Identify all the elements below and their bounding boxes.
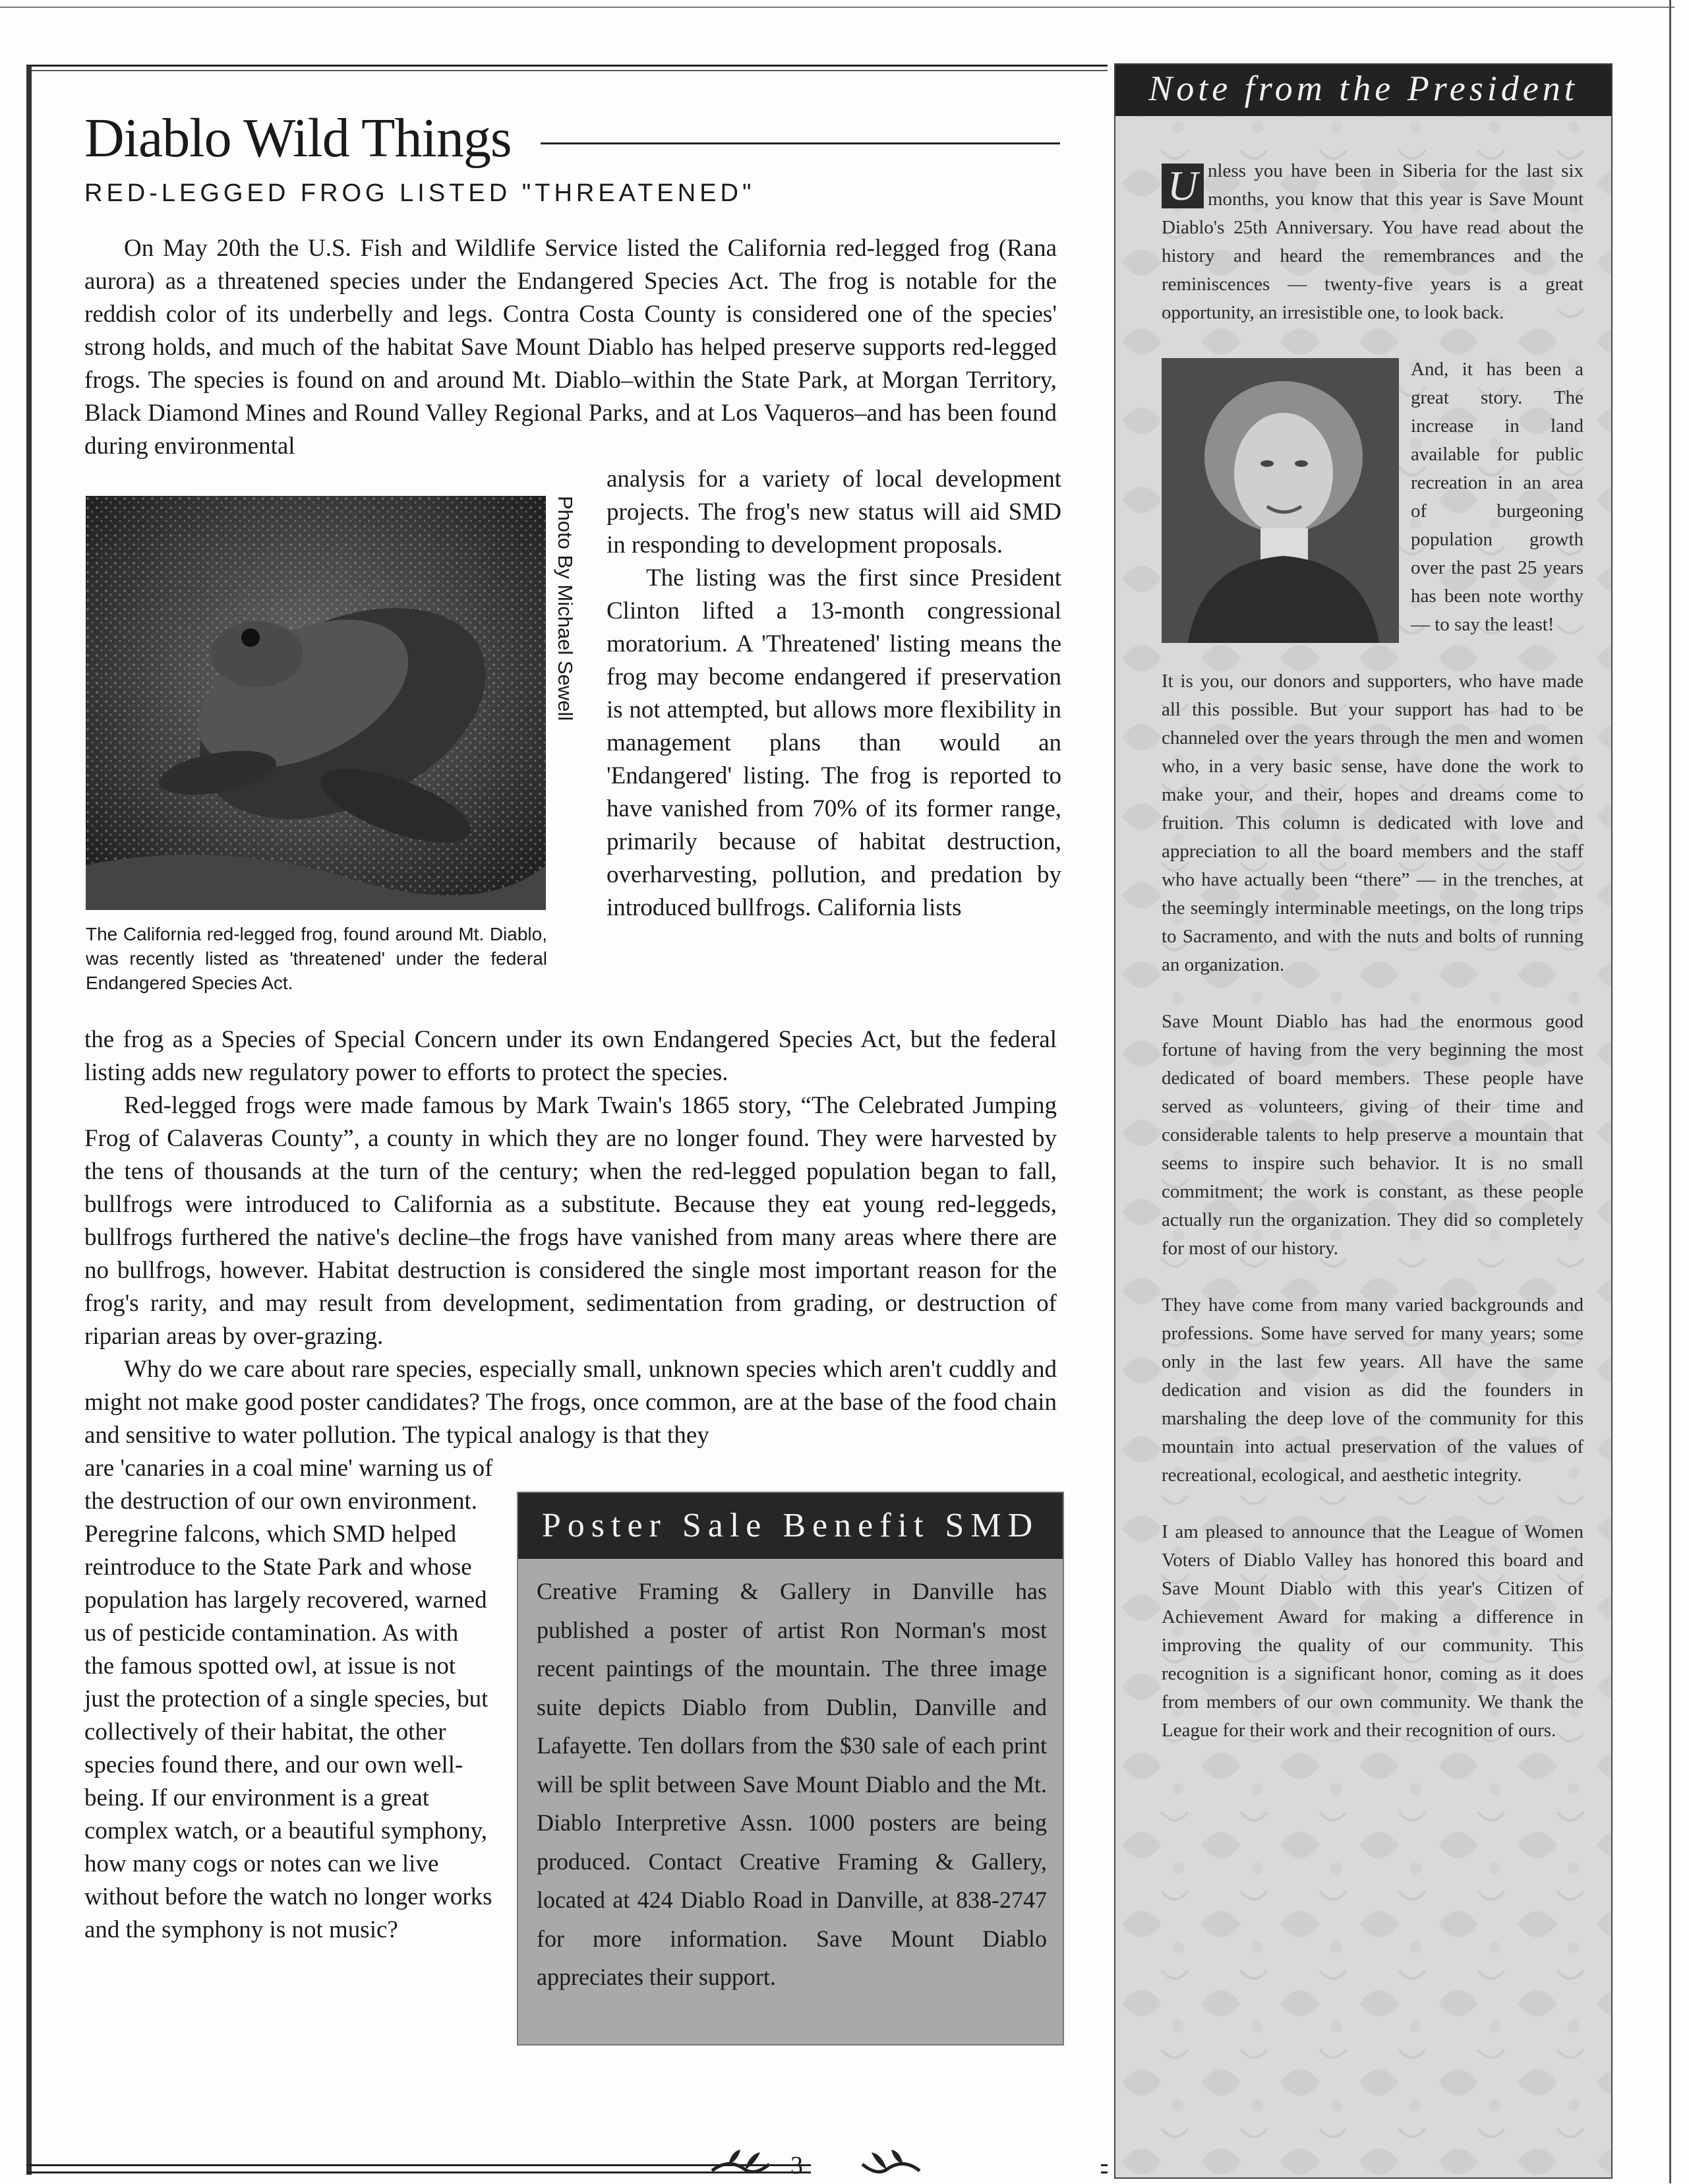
poster-sale-body: Creative Framing & Gallery in Danville has published a poster of artist Ron Norman's most recent paintings of the mountain. The three image suite depicts Diablo from Dublin, Danville and Lafayette. Ten dollars from the $30 sale of each print will be split between Save Mount Diablo and the Mt. Diablo Interpretive Assn. 1000 posters are being produced. Contact Creative Framing & Gallery, located at 424 Diablo Road in Danville, at 838-2747 for more information. Save Mount Diablo appreciates their support. xyxy=(537,1578,1047,1990)
left-vine-ornament xyxy=(709,2144,775,2184)
photo-caption: The California red-legged frog, found around Mt. Diablo, was recently listed as 'threatened' under the federal Endangered Species Act. xyxy=(86,924,547,993)
photo-credit-text: Photo By Michael Sewell xyxy=(554,496,577,721)
right-vine-ornament xyxy=(857,2144,923,2184)
article-subtitle: RED-LEGGED FROG LISTED "THREATENED" xyxy=(84,179,756,207)
why-paragraph-end: are 'canaries in a coal mine' warning us of the destruction of our own environment. Peregrine falcons, which SMD helped reintroduce to the State Park and whose population has largely recovered, warned us of pesticide contamination. As with the famous spotted owl, at issue is not just the protection of a single species, but collectively of their habitat, the other species found there, and our own well-being. If our environment is a great complex watch, or a beautiful symphony, how many cogs or notes can we live without before the watch no longer works and the symphony is not music? xyxy=(84,1455,493,1943)
president-paragraph-3: It is you, our donors and supporters, who have made all this possible. But your support has had to be channeled over the years through the men and women who, in a very basic sense, have done the work to make your, and their, hopes and dreams come to fruition. This column is dedicated with love and appreciation to all the board members and the staff who have actually been “there” — in the trenches, at the seemingly interminable meetings, on the long trips to Sacramento, and with the nuts and bolts of running an organization. xyxy=(1162,671,1584,975)
president-paragraph-6: I am pleased to announce that the League of Women Voters of Diablo Valley has honored this board and Save Mount Diablo with this year's Citizen of Achievement Award for making a difference in improving the quality of our community. This recognition is a significant honor, coming as it does from members of our own community. We thank the League for their work and their recognition of ours. xyxy=(1162,1521,1584,1741)
portrait-image xyxy=(1162,358,1399,643)
wrap-paragraph-1: analysis for a variety of local development projects. The frog's new status will aid SMD in responding to development proposals. xyxy=(607,466,1061,559)
president-note-column xyxy=(1114,63,1613,2179)
frog-image xyxy=(86,496,546,910)
twain-paragraph: Red-legged frogs were made famous by Mark Twain's 1865 story, “The Celebrated Jumping Frog of Calaveras County”, a county in which they are no longer found. They were harvested by the tens of thousands at the turn of the century; when the red-legged population began to fall, bullfrogs were introduced to California as a substitute. Because they eat young red-leggeds, bullfrogs furthered the native's decline–the frogs have vanished from many areas where there are no bullfrogs, however. Habitat destruction is considered the single most important reason for the frog's rarity, and may result from development, sedimentation from grading, or destruction of riparian areas by over-grazing. xyxy=(84,1092,1057,1350)
article-wrap-column xyxy=(607,463,1061,925)
president-paragraph-5: They have come from many varied backgrounds and professions. Some have served for many years; some only in the last few years. All have the same dedication and vision as did the founders in marshaling the deep love of the community for this mountain into actual preservation of the values of recreational, ecological, and aesthetic integrity. xyxy=(1162,1294,1584,1486)
article-intro xyxy=(84,232,1057,463)
article-title: Diablo Wild Things xyxy=(84,107,512,169)
poster-sale-box xyxy=(517,1492,1064,2046)
page-frame-top xyxy=(26,65,1108,71)
continuation-paragraph: the frog as a Species of Special Concern under its own Endangered Species Act, but the federal listing adds new regulatory power to efforts to protect the species. xyxy=(84,1026,1057,1086)
president-note-title: Note from the President xyxy=(1115,65,1611,116)
title-rule xyxy=(541,142,1060,144)
drop-cap: U xyxy=(1162,164,1204,208)
intro-paragraph: On May 20th the U.S. Fish and Wildlife Service listed the California red-legged frog (Rana aurora) as a threatened species under the Endangered Species Act. The frog is notable for the reddish color of its underbelly and legs. Contra Costa County is considered one of the species' strong holds, and much of the habitat Save Mount Diablo has helped preserve supports red-legged frogs. The species is found on and around Mt. Diablo–within the State Park, at Morgan Territory, Black Diamond Mines and Round Valley Regional Parks, and at Los Vaqueros–and has been found during environmental xyxy=(84,235,1057,460)
president-note-body xyxy=(1162,157,1584,1773)
president-paragraph-1: nless you have been in Siberia for the last six months, you know that this year is Save Mount Diablo's 25th Anniversary. You have read about the history and heard the remembrances and the reminiscences — twenty-five years is a great opportunity, an irresistible one, to look back. xyxy=(1162,160,1584,323)
article-side-column xyxy=(84,1452,493,1947)
frog-photo xyxy=(86,496,546,910)
poster-sale-title: Poster Sale Benefit SMD xyxy=(518,1493,1063,1559)
president-paragraph-4: Save Mount Diablo has had the enormous good fortune of having from the very beginning the most dedicated of board members. These people have served as volunteers, giving of their time and considerable talents to help preserve a mountain that seems to inspire such behavior. It is no small commitment; the work is constant, as these people actually run the organization. They did so completely for most of our history. xyxy=(1162,1011,1584,1259)
scan-right-edge xyxy=(1669,0,1671,2183)
why-paragraph: Why do we care about rare species, especially small, unknown species which aren't cuddly and might not make good poster candidates? The frogs, once common, are at the base of the food chain and sensitive to water pollution. The typical analogy is that they xyxy=(84,1356,1057,1449)
president-paragraph-2: And, it has been a great story. The increase in land available for public recreation in an area of burgeoning population growth over the past 25 years has been note worthy — to say the least! xyxy=(1411,359,1584,635)
wrap-paragraph-2: The listing was the first since President Clinton lifted a 13-month congressional moratorium. A 'Threatened' listing means the frog may become endangered if preservation is not attempted, but allows more flexibility in management plans than would an 'Endangered' listing. The frog is reported to have vanished from 70% of its former range, primarily because of habitat destruction, overharvesting, pollution, and predation by introduced bullfrogs. California lists xyxy=(607,564,1061,921)
article-continuation xyxy=(84,1023,1057,1452)
page-number-gap xyxy=(811,2164,1101,2173)
scan-top-edge xyxy=(0,7,1674,8)
page-number: 3 xyxy=(790,2152,803,2179)
photo-credit xyxy=(550,496,577,786)
page-frame-left xyxy=(26,66,32,2175)
president-portrait xyxy=(1162,358,1399,643)
